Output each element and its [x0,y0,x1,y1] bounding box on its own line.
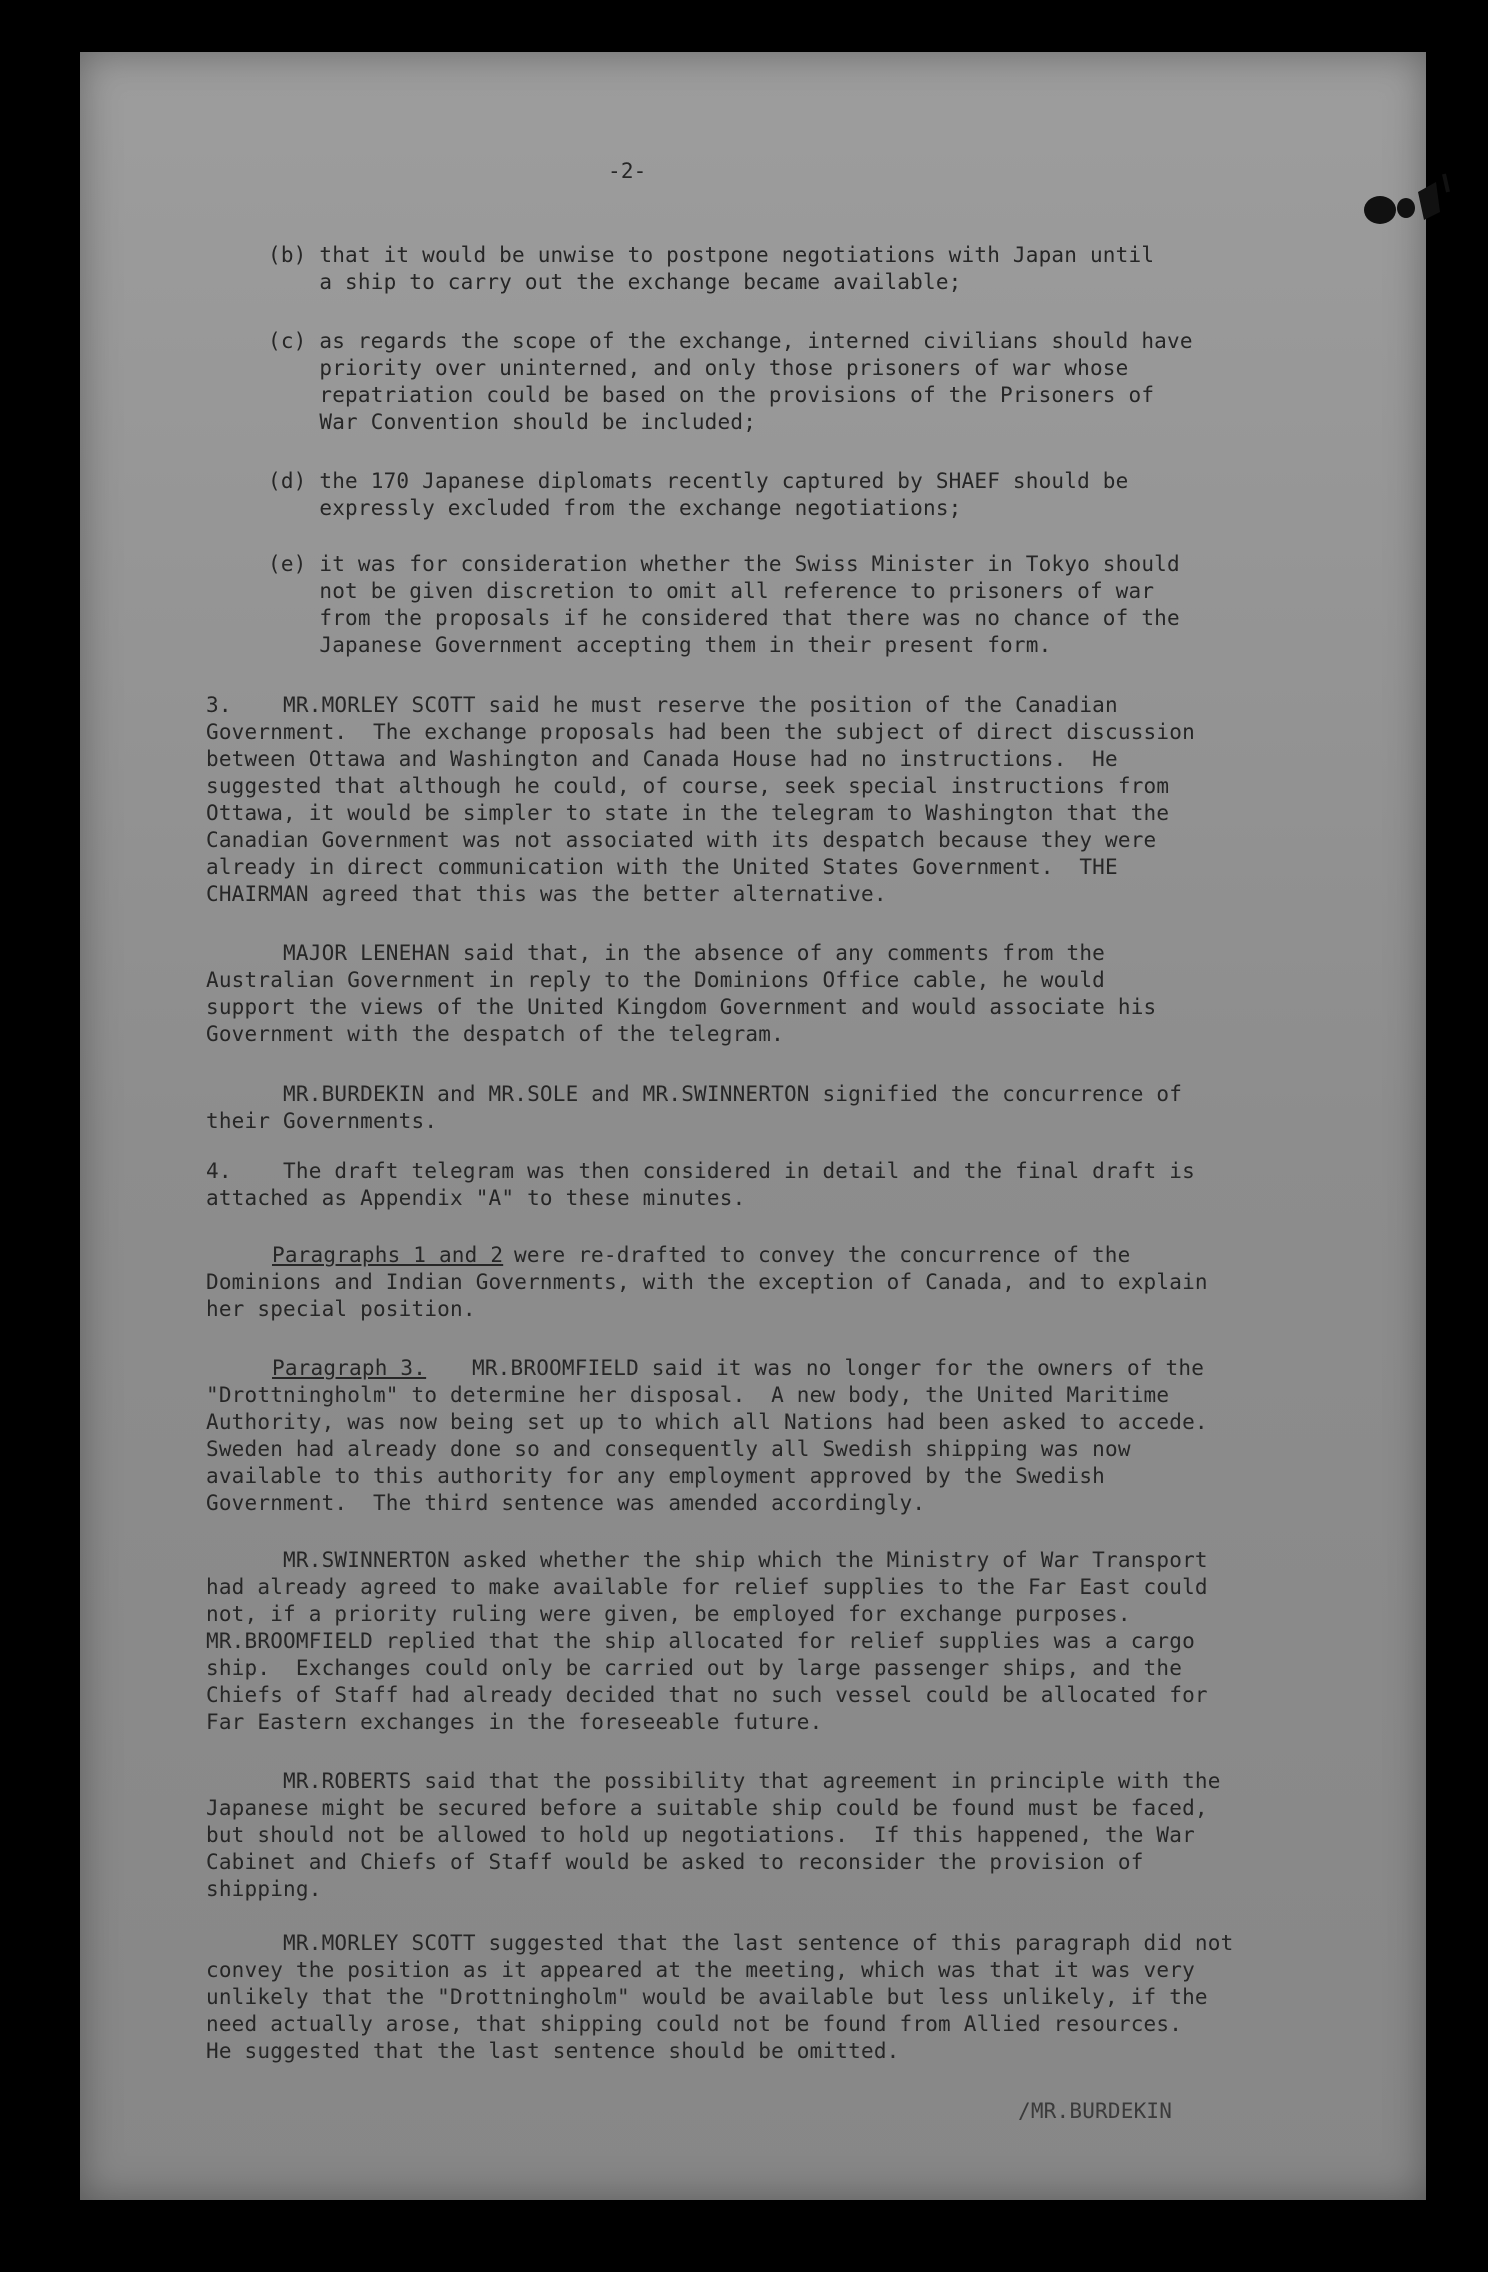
para-roberts-line-3: but should not be allowed to hold up negotiations. If this happened, the War [206,1823,1195,1847]
paragraphs-1-2-line-2: Dominions and Indian Governments, with the exception of Canada, and to explain [206,1270,1208,1294]
para-morley-scott-line-1: MR.MORLEY SCOTT suggested that the last sentence of this paragraph did not [206,1931,1234,1955]
para-major-line-2: Australian Government in reply to the Dominions Office cable, he would [206,968,1106,992]
para-swinnerton-line-7: Far Eastern exchanges in the foreseeable future. [206,1710,823,1734]
para-burdekin-line-1: MR.BURDEKIN and MR.SOLE and MR.SWINNERTON signified the concurrence of [206,1082,1183,1106]
para-3-line-2: Government. The exchange proposals had been the subject of direct discussion [206,720,1195,744]
para-roberts-line-5: shipping. [206,1877,322,1901]
ink-blot-mark [1340,162,1460,242]
para-major-line-4: Government with the despatch of the telegram. [206,1022,784,1046]
paragraph-3-line-1: MR.BROOMFIELD said it was no longer for the owners of the [472,1356,1205,1380]
page-number: -2- [608,159,647,183]
item-d-line-2: expressly excluded from the exchange negotiations; [268,496,962,520]
para-morley-scott-line-5: He suggested that the last sentence should be omitted. [206,2039,900,2063]
para-major-line-1: MAJOR LENEHAN said that, in the absence of any comments from the [206,941,1106,965]
para-4-line-1: 4. The draft telegram was then considered in detail and the final draft is [206,1159,1195,1183]
para-swinnerton-line-2: had already agreed to make available for relief supplies to the Far East could [206,1575,1208,1599]
para-4-line-2: attached as Appendix "A" to these minutes. [206,1186,746,1210]
para-3-line-8: CHAIRMAN agreed that this was the better alternative. [206,882,887,906]
catchword: /MR.BURDEKIN [1018,2099,1173,2123]
para-burdekin-line-2: their Governments. [206,1109,438,1133]
para-swinnerton-line-1: MR.SWINNERTON asked whether the ship which the Ministry of War Transport [206,1548,1208,1572]
para-morley-scott-line-2: convey the position as it appeared at the meeting, which was that it was very [206,1958,1195,1982]
para-3-line-1: 3. MR.MORLEY SCOTT said he must reserve the position of the Canadian [206,693,1118,717]
paragraph-3-line-3: Authority, was now being set up to which all Nations had been asked to accede. [206,1410,1208,1434]
item-b-line-2: a ship to carry out the exchange became available; [268,270,962,294]
para-3-line-4: suggested that although he could, of course, seek special instructions from [206,774,1170,798]
para-swinnerton-line-3: not, if a priority ruling were given, be employed for exchange purposes. [206,1602,1131,1626]
para-roberts-line-1: MR.ROBERTS said that the possibility that agreement in principle with the [206,1769,1221,1793]
paragraphs-1-2-heading: Paragraphs 1 and 2 [272,1243,504,1267]
para-3-line-5: Ottawa, it would be simpler to state in the telegram to Washington that the [206,801,1170,825]
item-e-line-4: Japanese Government accepting them in their present form. [268,633,1052,657]
item-c-line-2: priority over uninterned, and only those prisoners of war whose [268,356,1129,380]
para-3-line-3: between Ottawa and Washington and Canada House had no instructions. He [206,747,1118,771]
item-c-line-4: War Convention should be included; [268,410,757,434]
item-d-line-1: (d) the 170 Japanese diplomats recently captured by SHAEF should be [268,469,1129,493]
paragraph-3-heading: Paragraph 3. [272,1356,427,1380]
paragraph-3-line-6: Government. The third sentence was amended accordingly. [206,1491,926,1515]
item-e-line-1: (e) it was for consideration whether the Swiss Minister in Tokyo should [268,552,1180,576]
item-b-line-1: (b) that it would be unwise to postpone negotiations with Japan until [268,243,1155,267]
para-morley-scott-line-4: need actually arose, that shipping could not be found from Allied resources. [206,2012,1183,2036]
paragraphs-1-2-line-1: were re-drafted to convey the concurrence of the [514,1243,1131,1267]
item-e-line-2: not be given discretion to omit all reference to prisoners of war [268,579,1155,603]
item-e-line-3: from the proposals if he considered that there was no chance of the [268,606,1180,630]
item-c-line-1: (c) as regards the scope of the exchange, interned civilians should have [268,329,1193,353]
para-roberts-line-2: Japanese might be secured before a suitable ship could be found must be faced, [206,1796,1208,1820]
para-swinnerton-line-5: ship. Exchanges could only be carried out by large passenger ships, and the [206,1656,1183,1680]
para-roberts-line-4: Cabinet and Chiefs of Staff would be asked to reconsider the provision of [206,1850,1144,1874]
paragraph-3-line-5: available to this authority for any employment approved by the Swedish [206,1464,1106,1488]
para-swinnerton-line-6: Chiefs of Staff had already decided that no such vessel could be allocated for [206,1683,1208,1707]
para-3-line-6: Canadian Government was not associated with its despatch because they were [206,828,1157,852]
paragraph-3-line-2: "Drottningholm" to determine her disposal. A new body, the United Maritime [206,1383,1170,1407]
para-major-line-3: support the views of the United Kingdom Government and would associate his [206,995,1157,1019]
para-3-line-7: already in direct communication with the United States Government. THE [206,855,1118,879]
paragraphs-1-2-line-3: her special position. [206,1297,476,1321]
item-c-line-3: repatriation could be based on the provisions of the Prisoners of [268,383,1155,407]
para-morley-scott-line-3: unlikely that the "Drottningholm" would be available but less unlikely, if the [206,1985,1208,2009]
para-swinnerton-line-4: MR.BROOMFIELD replied that the ship allocated for relief supplies was a cargo [206,1629,1195,1653]
paragraph-3-line-4: Sweden had already done so and consequently all Swedish shipping was now [206,1437,1131,1461]
